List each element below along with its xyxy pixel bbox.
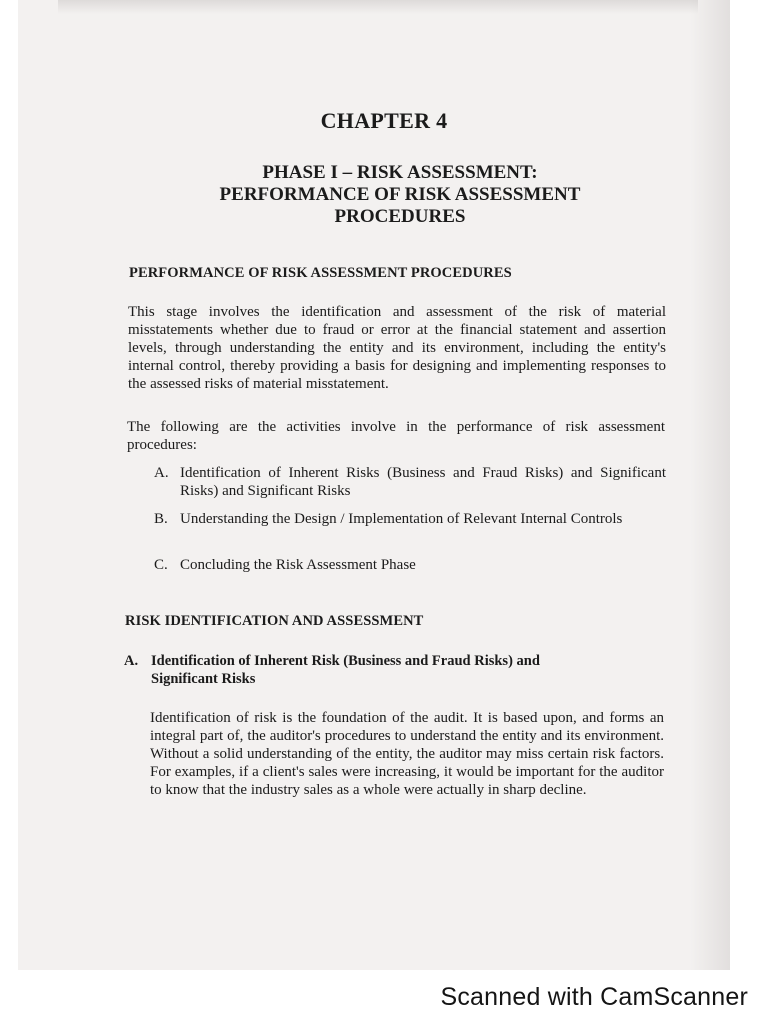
activity-list-item [154,556,666,574]
subsection-heading-a [124,652,604,688]
list-marker: A. [154,465,169,481]
activity-list-item [154,510,666,546]
list-item-text: Identification of Inherent Risks (Business and Fraud Risks) and Significant Risks) and Significant Risks [180,465,666,499]
subsection-title: Identification of Inherent Risk (Business and Fraud Risks) and Significant Risks [151,653,540,687]
activity-list-item [154,464,666,500]
list-item-text: Understanding the Design / Implementation of Relevant Internal Controls [180,511,623,527]
phase-title-line-2: PERFORMANCE OF RISK ASSESSMENT [219,184,581,205]
section-heading-risk-identification: RISK IDENTIFICATION AND ASSESSMENT [125,613,424,629]
chapter-title: CHAPTER 4 [320,108,448,133]
subsection-marker: A. [124,653,139,669]
list-marker: B. [154,511,168,527]
section-heading-performance: PERFORMANCE OF RISK ASSESSMENT PROCEDURES [129,265,512,281]
camscanner-watermark: Scanned with CamScanner [440,983,748,1011]
subsection-paragraph-a [150,709,664,799]
activities-intro-text: The following are the activities involve in the performance of risk assessment procedures: [127,419,665,453]
activities-intro [127,418,665,454]
paragraph-text: This stage involves the identification and assessment of the risk of material misstatements whether due to fraud or error at the financial statement and assertion levels, through understanding the entity and its environment, including the entity's internal control, thereby providing a basis for designing and implementing responses to the assessed risks of material misstatement. [128,304,666,392]
section-paragraph-performance [128,303,666,393]
page-top-edge [58,0,698,14]
paragraph-text: Identification of risk is the foundation of the audit. It is based upon, and forms an integral part of, the auditor's procedures to understand the entity and its environment. Without a solid understanding of the entity, the auditor may miss certain risk factors. For examples, if a client's sales were increasing, it would be important for the auditor to know that the industry sales as a whole were actually in sharp decline. [150,710,664,798]
list-item-text: Concluding the Risk Assessment Phase [180,557,416,573]
phase-title [130,162,670,228]
list-marker: C. [154,557,168,573]
page-shadow [690,0,730,970]
phase-title-line-3: PROCEDURES [334,206,466,227]
phase-title-line-1: PHASE I – RISK ASSESSMENT: [262,162,538,183]
